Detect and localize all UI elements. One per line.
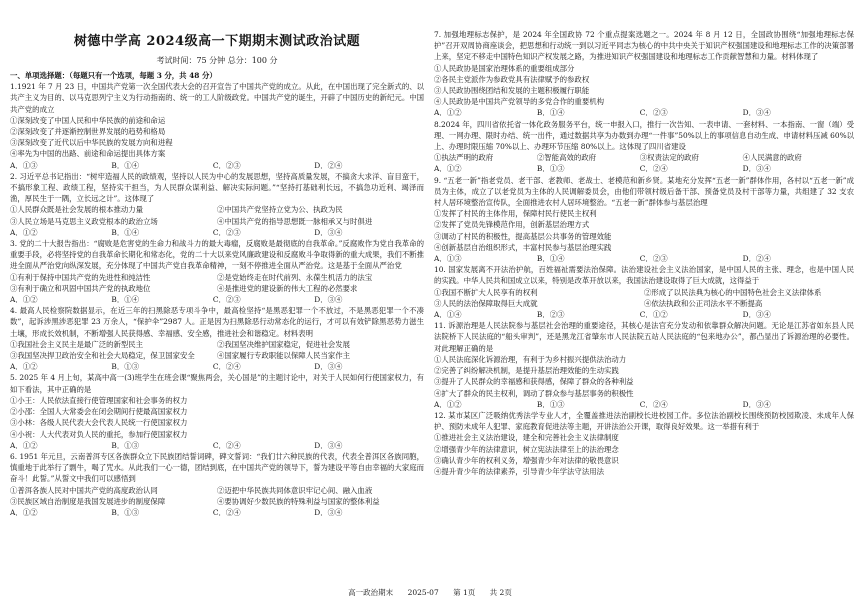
answer-choices	[10, 361, 424, 372]
answer-choice: B．①④	[111, 160, 140, 170]
option-item: ①深刻改变了中国人民和中华民族的前途和命运	[10, 115, 166, 125]
option-item: ②是党始终走在时代前列、永葆生机活力的法宝	[217, 272, 373, 282]
answer-choices	[10, 294, 424, 305]
option-item: ①我国社会主义民主是最广泛的新型民主	[10, 339, 144, 349]
answer-choice: C．②③	[212, 227, 241, 237]
answer-choice: A．①②	[10, 227, 38, 237]
option-pair	[10, 485, 424, 496]
option-item: ②我国坚决维护国家稳定，促进社会发展	[217, 339, 351, 349]
page-footer	[0, 587, 860, 598]
option-item: ④要协调好少数民族的特殊利益与国家的整体利益	[217, 496, 380, 506]
answer-choice: B．①④	[536, 108, 565, 118]
option-item: ①推进社会主义法治建设，建全和完善社会主义法律制度	[434, 433, 619, 443]
option-item: ④率先为中国的出路、前途和命运提出具体方案	[10, 149, 166, 159]
answer-choice: C．②④	[639, 399, 668, 409]
option-pair	[10, 496, 424, 507]
question-stem: 2. 习近平总书记指出：“树牢造福人民的政绩观，坚持以人民为中心的发展思想，坚持高质量发展，不搞贪大求洋、盲目蛮干，不搞形象工程、政绩工程，坚持实干担当，为人民群众谋利益、解决实际问题。”“坚持打基础利长远，不搞急功近利、竭泽而渔，厚民生于一隅，立长远之计”。这体现了	[10, 171, 424, 204]
answer-choices	[434, 399, 854, 410]
question-stem: 6. 1951 年元旦，云南普洱专区各族群众立下民族团结誓词碑，碑文誓词：“我们廿六种民族的代表，代表全普洱区各族同胞，慎重地于此举行了剽牛，喝了咒水。从此我们一心一德，团结到底，在中国共产党的领导下，誓为建设平等自由幸福的大家庭而奋斗！此誓。”从誓文中我们可以感悟到	[10, 451, 424, 484]
question-stem: 5. 2025 年 4 月上旬，某高中高一(3)班学生在班会课“聚焦两会，关心国是”的主题讨论中，对关于人民如何行使国家权力，有如下看法，其中正确的是	[10, 373, 424, 394]
answer-choice: A．①②	[434, 108, 462, 118]
option-pair	[10, 216, 424, 227]
answer-choice: ③权责法定的政府	[639, 153, 699, 163]
answer-choice: D．③④	[314, 362, 343, 372]
answer-choice: B．①④	[111, 295, 140, 305]
option-item: ③民族区域自治制度是我国发展进步的制度保障	[10, 496, 166, 506]
answer-choice: D．②④	[742, 254, 771, 264]
option-item: ④国家履行专政职能以保障人民当家作主	[217, 351, 351, 361]
answer-choices	[434, 107, 854, 118]
option-item: ④依法执政和公正司法水平不断提高	[644, 298, 763, 308]
option-item: ③人民立场是马克思主义政党根本的政治立场	[10, 216, 158, 226]
option-item: ②增强青少年的法律意识，树立宪法法律至上的法治理念	[434, 444, 619, 454]
answer-choice: C．②④	[212, 440, 241, 450]
footer-course: 高一政治期末	[348, 588, 394, 597]
question-stem: 3. 党的二十大报告指出：“腐败是危害党的生命力和战斗力的最大毒瘤，反腐败是最彻底的自我革命。”反腐败作为党自我革命的重要手段，必将坚持党的自我革命长期化和常态化，党的二十大以来党风廉政建设和反腐败斗争取得新的重大成果，我们不断推进全面从严治党向纵深发展，充分体现了中国共产党自我革命精神，一刻不停推进全面从严治党。这是基于全面从严治党	[10, 239, 424, 271]
question-stem: 1.1921 年 7 月 23 日，中国共产党第一次全国代表大会的召开宣告了中国共产党的成立。从此，在中国出现了完全新式的、以共产主义为目的、以马克思列宁主义为行动指南的、统一的工人阶级政党。中国共产党的诞生，开辟了中国历史的新纪元。中国共产党的成立	[10, 82, 424, 114]
option-item: ④是推进党的建设新的伟大工程的必然要求	[217, 283, 358, 293]
question-stem: 12. 某市某区广泛吸纳优秀法学专业人才，全覆盖推进法治副校长进校园工作。多位法治副校长围绕预防校园欺凌、未成年人保护、预防未成年人犯罪、家庭教育促进法等主题，开讲法治公开课，取得良好效果。这一举措有利于	[434, 410, 854, 432]
option-item: ①人民政协是国家治理体系的重要组成部分	[434, 63, 575, 73]
option-item: ②形成了以民法典为核心的中国特色社会主义法律体系	[644, 287, 822, 297]
option-item: ③有利于确立和巩固中国共产党的执政地位	[10, 283, 151, 293]
answer-choice: D．③④	[314, 295, 343, 305]
option-item: ①有利于保持中国共产党的先进性和纯洁性	[10, 272, 151, 282]
option-item: ④扩大了群众的民主权利，调动了群众参与基层事务的积极性	[434, 388, 634, 398]
option-item: ④创新基层自治组织形式，丰富村民参与基层治理实践	[434, 242, 612, 252]
answer-choice: A．①②	[10, 440, 38, 450]
question-stem: 8.2024 年，四川省依托省一体化政务服务平台，统一申报入口，推行一次告知、一表申请、一套材料、一本指南、一窗（端）受理、一网办理、限时办结、统一出件，通过数据共享为办数到办理“一件事”50%以上的事项信息自动生成、申请材料压减 60%以上、办理时限压缩 70%以上、办理环节压缩 80%以上。这体现了四川省建设	[434, 119, 854, 152]
option-pair	[434, 287, 854, 298]
answer-choice: A．①④	[434, 310, 462, 320]
answer-choice: D．③④	[742, 310, 771, 320]
answer-choice: B．①④	[536, 254, 565, 264]
answer-choice: C．②③	[639, 254, 668, 264]
answer-choice: D．③④	[314, 507, 343, 517]
answer-choice: A．①②	[434, 399, 462, 409]
option-item: ④提升青少年的法律素养，引导青少年学法守法用法	[434, 466, 604, 476]
option-item: ①人民群众既是社会发展的根本推动力量	[10, 205, 144, 215]
exam-meta: 考试时间：75 分钟 总分：100 分	[156, 56, 278, 65]
answer-choice: C．②③	[639, 108, 668, 118]
answer-choice: B．②③	[536, 310, 565, 320]
question-stem: 10. 国家发展离不开法治护航，百姓福祉需要法治保障。法治建设社会主义法治国家，是中国人民的主张、理念，也是中国人民的实践。中华人民共和国成立以来，特别是改革开放以来，我国法治建设取得了巨大成就，这得益于	[434, 265, 854, 286]
option-pair	[434, 298, 854, 309]
question-stem: 11. 诉源治理是人民法院参与基层社会治理的重要途径，其核心是法官充分发动和依靠群众解决问题。无论是江苏省如东县人民法院桥下人民法庭的“船头审判”，还是黑龙江省肇东市人民法院五站人民法庭的“包来地办公”，都凸显出了诉源治理的必要性。对此理解正确的是	[434, 321, 854, 353]
answer-choices	[434, 152, 854, 163]
option-pair	[10, 272, 424, 283]
answer-choice: D．③④	[742, 164, 771, 174]
left-questions	[10, 70, 424, 518]
answer-choice: C．②④	[212, 507, 241, 517]
option-item: ④中国共产党的指导思想既一脉相承又与时俱进	[217, 216, 373, 226]
option-item: ②各民主党派作为参政党具有法律赋予的参政权	[434, 74, 590, 84]
option-item: ②中国共产党坚持立党为公、执政为民	[217, 205, 343, 215]
answer-choice: A．①②	[10, 362, 38, 372]
exam-title: 树德中学高 2024级高一下期期末测试政治试题	[73, 34, 361, 49]
question-stem: 4. 最高人民检察院数据显示，在近三年的扫黑除恶专项斗争中，最高检坚持“是黑恶犯罪一个不放过，不是黑恶犯罪一个不凑数”，起诉涉黑涉恶犯罪 23 万余人，“保护伞”2987 人。正是因为扫黑除恶行动常态化的运行，才可以有效铲除黑恶势力滋生土壤，形成长效机制，不断增强人民获得感、幸福感、安全感，推进社会和谐稳定。材料表明	[10, 306, 424, 338]
option-item: ③调动了村民的积极性，提高基层公共事务的管理效能	[434, 231, 612, 241]
option-item: ③确认青少年的权利义务，增强青少年对法律的敬畏意识	[434, 455, 619, 465]
answer-choice: A．①②	[10, 507, 38, 517]
option-item: ①发挥了村民的主体作用，保障村民行使民主权利	[434, 209, 597, 219]
footer-total: 共 2页	[489, 588, 512, 597]
option-pair	[10, 350, 424, 361]
answer-choice: A．①③	[10, 160, 38, 170]
answer-choices	[10, 507, 424, 518]
answer-choice: A．①②	[10, 295, 38, 305]
left-column	[10, 0, 424, 518]
answer-choice: B．①③	[536, 164, 565, 174]
answer-choices	[434, 163, 854, 174]
answer-choices	[10, 227, 424, 238]
answer-choice: B．①③	[111, 362, 140, 372]
answer-choice: D．③④	[314, 227, 343, 237]
question-stem: 9. “五老一新”指老党员、老干部、老教师、老战士、老模范和新乡贤。某地充分发挥“五老一新”群体作用，各村以“五老一新”成员为主体，成立了以老党员为主体的人民调解委员会，由他们带领村级后备干部、预备党员及村干部等力量，共组建了 32 支农村人居环境整治宣传队，全面推进农村人居环境整治。“五老一新”群体参与基层治理	[434, 175, 854, 208]
answer-choices	[434, 309, 854, 320]
answer-choice: ④人民满意的政府	[742, 153, 802, 163]
option-item: ④小祝：人大代表对负人民的重托，参加行使国家权力	[10, 429, 188, 439]
answer-choice: ①执法严明的政府	[434, 153, 494, 163]
answer-choice: C．②④	[639, 164, 668, 174]
answer-choice: C．②③	[212, 160, 241, 170]
answer-choice: D．③④	[742, 399, 771, 409]
right-column	[434, 0, 854, 477]
option-item: ③小林：各级人民代表大会代表人民统一行使国家权力	[10, 418, 188, 428]
option-pair	[10, 283, 424, 294]
option-item: ①人民法庭深化诉源治理，有利于为乡村振兴提供法治动力	[434, 354, 627, 364]
option-item: ③提升了人民群众的幸福感和获得感，保障了群众的各种利益	[434, 377, 634, 387]
footer-date: 2025-07	[407, 588, 439, 597]
answer-choice: C．①②	[639, 310, 668, 320]
option-pair	[10, 339, 424, 350]
answer-choices	[10, 160, 424, 171]
option-item: ②深刻改变了并逐渐控制世界发展的趋势和格局	[10, 127, 166, 137]
answer-choice: ②智能高效的政府	[536, 153, 597, 163]
answer-choice: C．②③	[212, 295, 241, 305]
answer-choice: A．①③	[434, 254, 462, 264]
answer-choice: C．②④	[212, 362, 241, 372]
option-item: ③我国坚决捍卫政治安全和社会大局稳定，保卫国家安全	[10, 351, 195, 361]
option-item: ②迈把中华民族共同体意识牢记心间、融入血液	[217, 485, 373, 495]
option-item: ①普洱各族人民对中国共产党的高度政治认同	[10, 485, 158, 495]
option-item: ②完善了纠纷解决机制，是提升基层治理效能的生动实践	[434, 366, 619, 376]
option-item: ④人民政协是中国共产党领导的多党合作的重要机构	[434, 97, 604, 107]
option-item: ①我国不断扩大人民享有的权利	[434, 287, 538, 297]
option-item: ③深刻改变了近代以后中华民族的发展方向和进程	[10, 138, 173, 148]
answer-choice: B．①③	[536, 399, 565, 409]
option-pair	[10, 204, 424, 215]
right-questions	[434, 29, 854, 477]
answer-choice: A．①②	[434, 164, 462, 174]
option-item: ③人民的法治保障取得巨大成就	[434, 298, 538, 308]
exam-header	[10, 0, 424, 66]
answer-choice: B．①③	[111, 440, 140, 450]
option-item: ①小王：人民依法直接行使管理国家和社会事务的权力	[10, 395, 188, 405]
option-item: ③人民政协围绕团结和发展的主题积极履行职能	[434, 86, 590, 96]
footer-page: 第 1页	[453, 588, 476, 597]
option-item: ②小邵：全国人大常委会在闭会期间行使最高国家权力	[10, 407, 188, 417]
option-item: ②发挥了党员先锋模范作用，创新基层治理方式	[434, 220, 590, 230]
answer-choice: D．②④	[314, 160, 343, 170]
section-heading: 一、单项选择题：（每题只有一个选项，每题 3 分，共 48 分）	[10, 71, 217, 80]
answer-choice: D．③④	[314, 440, 343, 450]
question-stem: 7. 加强地理标志保护，是 2024 年全国政协 72 个重点提案选题之一。2024 年 8 月 12 日，全国政协围绕“加强地理标志保护”召开双周协商座谈会，把思想和行动统一到以习近平同志为核心的中共中央关于知识产权强国建设和地理标志工作的决策部署上来，坚定不移走中国特色知识产权发展之路，为推进知识产权强国建设和地理标志工作贡献智慧和力量。材料体现了	[434, 30, 854, 62]
answer-choices	[434, 253, 854, 264]
answer-choice: B．①④	[111, 227, 140, 237]
answer-choice: D．③④	[742, 108, 771, 118]
answer-choices	[10, 440, 424, 451]
answer-choice: B．①③	[111, 507, 140, 517]
